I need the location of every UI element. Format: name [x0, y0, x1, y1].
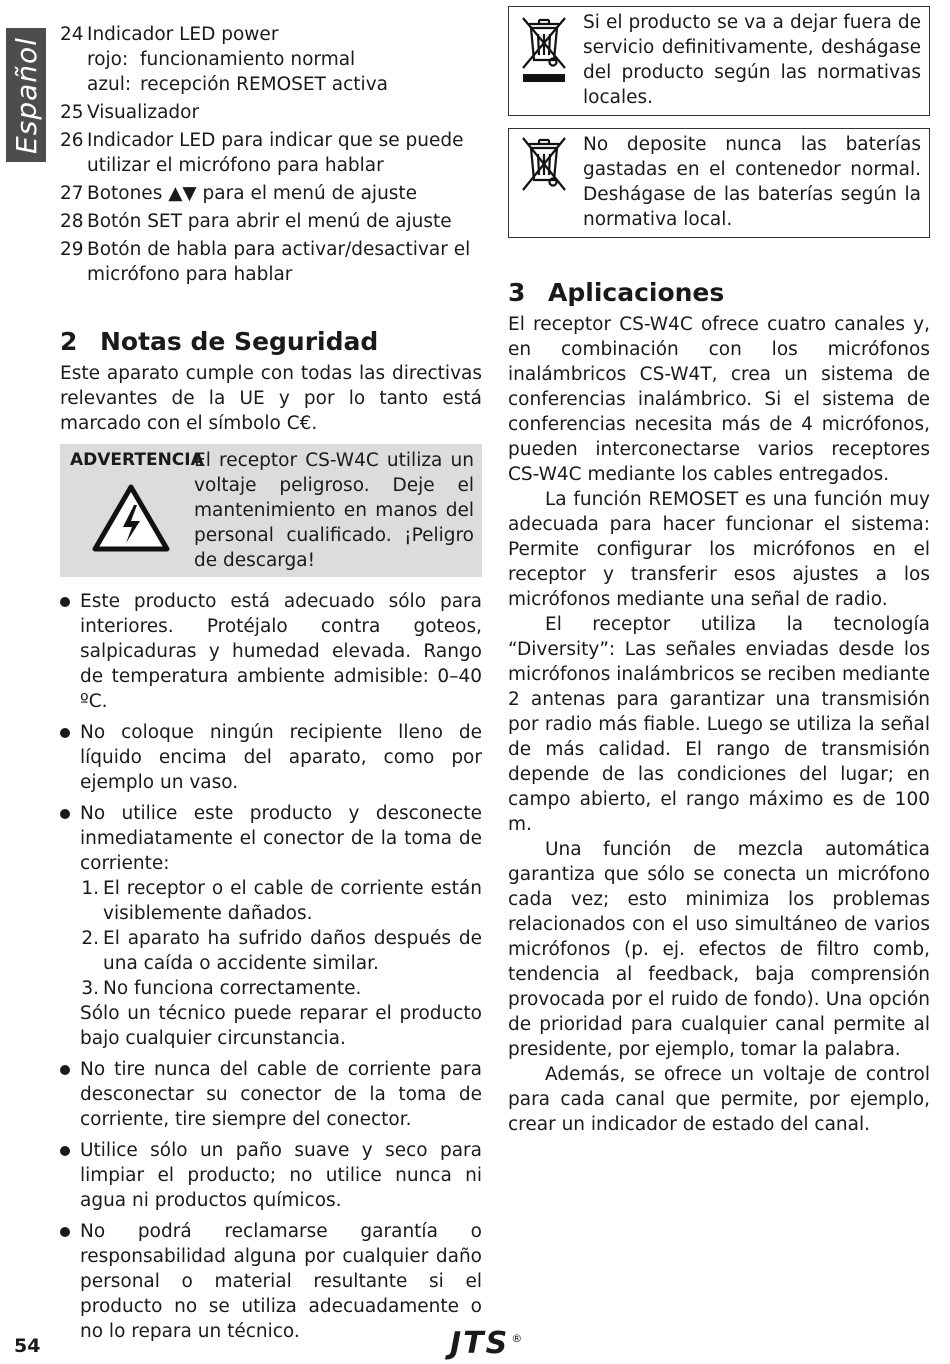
list-item	[60, 128, 482, 178]
list-item	[60, 100, 482, 125]
item-number: 29	[60, 239, 84, 260]
bullet-icon	[60, 809, 70, 819]
bullet-icon	[60, 1227, 70, 1237]
item-text: Indicador LED power	[87, 24, 279, 45]
item-text: Botón de habla para activar/desactivar el micrófono para hablar	[87, 239, 471, 285]
sub-item-text: El aparato ha sufrido daños después de una caída o accidente similar.	[103, 928, 482, 974]
list-item	[60, 1138, 482, 1213]
item-text: Visualizador	[87, 102, 200, 123]
item-number: 27	[60, 183, 84, 204]
registered-mark: ®	[511, 1332, 525, 1345]
crossed-out-wheelie-bin-icon	[517, 10, 571, 84]
sub-item	[77, 876, 482, 926]
safety-list	[60, 589, 482, 1344]
led-state-row	[87, 72, 482, 97]
paragraph: La función REMOSET es una función muy adecuada para hacer funcionar el sistema: Permite configurar los micrófonos en el receptor y transferir esos ajustes a los micrófonos mediante una señal de radio.	[508, 489, 930, 610]
led-state-value: funcionamiento normal	[140, 49, 356, 70]
sub-item-number: 3.	[81, 978, 99, 999]
paragraph: Además, se ofrece un voltaje de control para cada canal que permite, por ejemplo, crear un indicador de estado del canal.	[508, 1064, 930, 1135]
list-item	[60, 181, 482, 206]
sub-item-text: No funciona correctamente.	[103, 978, 362, 999]
bullet-text: No tire nunca del cable de corriente para desconectar su conector de la toma de corriente, tire siempre del conector.	[80, 1059, 482, 1130]
language-tab-label: Español	[9, 36, 43, 154]
list-item	[60, 589, 482, 714]
item-text: Botones ▲▼ para el menú de ajuste	[87, 183, 418, 204]
sub-item-text: El receptor o el cable de corriente están visiblemente dañados.	[103, 878, 482, 924]
bullet-text: Utilice sólo un paño suave y seco para limpiar el producto; no utilice nunca ni agua ni productos químicos.	[80, 1140, 482, 1211]
bullet-icon	[60, 728, 70, 738]
disposal-product-text: Si el producto se va a dejar fuera de servicio definitivamente, deshágase del producto según las normativas locales.	[583, 12, 921, 108]
item-number: 24	[60, 24, 84, 45]
section-heading	[60, 327, 482, 357]
item-number: 26	[60, 130, 84, 151]
bullet-text: No utilice este producto y desconecte inmediatamente el conector de la toma de corriente:	[80, 803, 482, 874]
list-item	[60, 1219, 482, 1344]
warning-box	[60, 444, 482, 577]
language-tab	[6, 28, 46, 162]
item-text: Indicador LED para indicar que se puede utilizar el micrófono para hablar	[87, 130, 464, 176]
bullet-note: Sólo un técnico puede reparar el producto bajo cualquier circunstancia.	[80, 1003, 482, 1049]
page-number: 54	[14, 1335, 41, 1357]
paragraph: El receptor CS-W4C ofrece cuatro canales y, en combinación con los micrófonos inalámbricos CS-W4T, crea un sistema de conferencias inalámbrico. Si el sistema de conferencias necesita más de 4 micrófonos, pueden interconectarse varios receptores CS-W4C mediante los cables entregados.	[508, 314, 930, 485]
warning-label: ADVERTENCIA	[70, 450, 204, 470]
paragraph: Una función de mezcla automática garantiza que sólo se conecta un micrófono cada vez; esto minimiza los problemas relacionados con el uso simultáneo de varios micrófonos (p. ej. efectos de filtro comb, tendencia al feedback, baja comprensión provocada por el ruido de fondo). Una opción de prioridad para cualquier canal permite al presidente, por ejemplo, tomar la palabra.	[508, 839, 930, 1060]
section-title: Notas de Seguridad	[100, 327, 379, 356]
disposal-box-batteries	[508, 128, 930, 238]
item-number: 25	[60, 102, 84, 123]
paragraph: El receptor utiliza la tecnología “Diversity”: Las señales enviadas desde los micrófonos inalámbricos se reciben mediante 2 antenas para garantizar una transmisión por radio más fiable. Luego se utiliza la señal de más calidad. El rango de transmisión depende de las condiciones del lugar; en campo abierto, el rango máximo es de 100 m.	[508, 614, 930, 835]
sub-item	[77, 926, 482, 976]
bullet-text: No coloque ningún recipiente lleno de líquido encima del aparato, como por ejemplo un vaso.	[80, 722, 482, 793]
led-state-row	[87, 47, 482, 72]
right-column	[508, 6, 930, 1137]
list-item	[60, 22, 482, 97]
bullet-icon	[60, 1146, 70, 1156]
list-item	[60, 801, 482, 1051]
section-number: 3	[508, 278, 526, 307]
disposal-box-product	[508, 6, 930, 116]
led-state-key: rojo:	[87, 49, 129, 70]
bullet-icon	[60, 1065, 70, 1075]
crossed-out-wheelie-bin-icon	[517, 132, 571, 196]
brand-logo	[450, 1326, 525, 1361]
bullet-text: No podrá reclamarse garantía o responsabilidad alguna por cualquier daño personal o material resultante si el producto no se utiliza adecuadamente o no lo repara un técnico.	[80, 1221, 482, 1342]
section-title: Aplicaciones	[548, 278, 725, 307]
section-number: 2	[60, 327, 78, 356]
led-state-value: recepción REMOSET activa	[140, 74, 388, 95]
sub-item	[77, 976, 482, 1001]
sub-item-number: 2.	[81, 928, 99, 949]
section-heading	[508, 278, 930, 308]
item-number: 28	[60, 211, 84, 232]
list-item	[60, 720, 482, 795]
bullet-icon	[60, 597, 70, 607]
left-column	[60, 22, 482, 1350]
section-intro: Este aparato cumple con todas las directivas relevantes de la UE y por lo tanto está marcado con el símbolo C€.	[60, 363, 482, 434]
list-item	[60, 1057, 482, 1132]
led-state-key: azul:	[87, 74, 132, 95]
sub-item-number: 1.	[81, 878, 99, 899]
list-item	[60, 209, 482, 234]
list-item	[60, 237, 482, 287]
bullet-text: Este producto está adecuado sólo para interiores. Protéjalo contra goteos, salpicaduras y humedad elevada. Rango de temperatura ambiente admisible: 0–40 ºC.	[80, 591, 482, 712]
warning-text: El receptor CS-W4C utiliza un voltaje peligroso. Deje el mantenimiento en manos del personal cualificado. ¡Peligro de descarga!	[194, 450, 474, 571]
high-voltage-warning-icon	[92, 483, 170, 553]
brand-name: JTS	[450, 1326, 510, 1361]
item-text: Botón SET para abrir el menú de ajuste	[87, 211, 452, 232]
disposal-batteries-text: No deposite nunca las baterías gastadas en el contenedor normal. Deshágase de las baterías según la normativa local.	[583, 134, 921, 230]
